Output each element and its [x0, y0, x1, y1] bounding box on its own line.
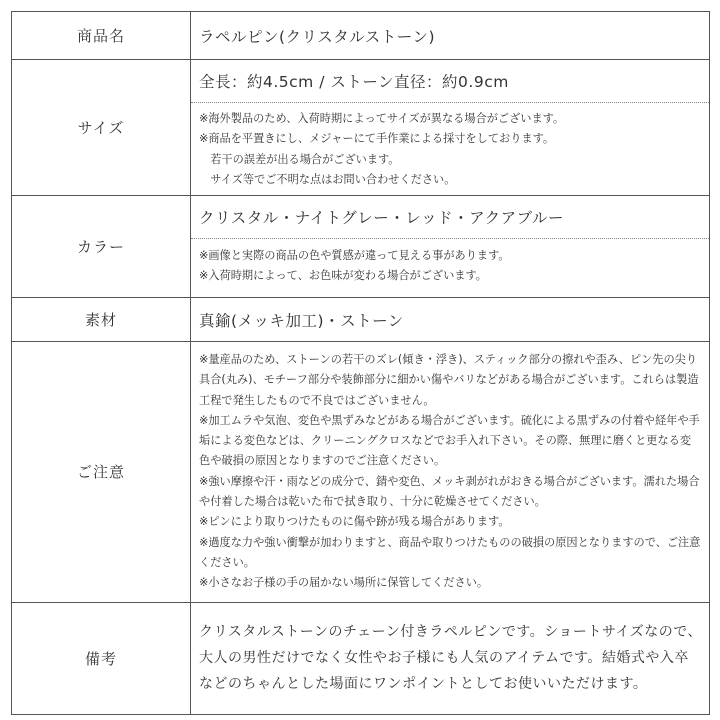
size-note: ※海外製品のため、入荷時期によってサイズが異なる場合がございます。	[199, 111, 565, 125]
value-size	[191, 60, 710, 196]
caution-note: ※過度な力や強い衝撃が加わりますと、商品や取りつけたものの破損の原因となりますので、ご注意ください。	[199, 535, 701, 569]
label-size: サイズ	[12, 60, 191, 196]
value-remarks	[191, 602, 710, 714]
color-notes	[191, 239, 709, 297]
size-notes	[191, 103, 709, 195]
size-note: 若干の誤差が出る場合がございます。	[199, 152, 400, 166]
color-note: ※入荷時期によって、お色味が変わる場合がございます。	[199, 269, 487, 282]
value-caution	[191, 342, 710, 603]
label-remarks: 備考	[12, 602, 191, 714]
material-text: 真鍮(メッキ加工)・ストーン	[199, 311, 404, 330]
label-color: カラー	[12, 196, 191, 298]
label-material: 素材	[12, 298, 191, 342]
value-product-name	[191, 12, 710, 60]
color-text: クリスタル・ナイトグレー・レッド・アクアブルー	[199, 209, 565, 227]
size-note: サイズ等でご不明な点はお問い合わせください。	[199, 173, 456, 186]
value-color	[191, 196, 710, 298]
caution-note: ※小さなお子様の手の届かない場所に保管してください。	[199, 576, 489, 590]
color-note: ※画像と実際の商品の色や質感が違って見える事があります。	[199, 248, 510, 262]
label-caution: ご注意	[12, 342, 191, 603]
caution-note: ※量産品のため、ストーンの若干のズレ(傾き・浮き)、スティック部分の擦れや歪み、ピン先の尖り具合(丸み)、モチーフ部分や装飾部分に細かい傷やバリなどがある場合がございます。これらは製造工程で発生したもので不良ではございません。	[199, 353, 699, 407]
row-color	[12, 196, 710, 298]
caution-notes	[191, 342, 709, 602]
product-spec-table	[11, 11, 710, 715]
product-name-text: ラペルピン(クリスタルストーン)	[199, 27, 436, 46]
row-material	[12, 298, 710, 342]
row-product-name	[12, 12, 710, 60]
size-text: 全長：約4.5cm / ストーン直径：約0.9cm	[199, 73, 509, 91]
value-material	[191, 298, 710, 342]
remarks-text: クリスタルストーンのチェーン付きラペルピンです。ショートサイズなので、大人の男性だけでなく女性やお子様にも人気のアイテムです。結婚式や入卒などのちゃんとした場面にワンポイントとしてお使いいただけます。	[199, 624, 703, 693]
caution-note: ※強い摩擦や汗・雨などの成分で、錆や変色、メッキ剥がれがおきる場合がございます。濡れた場合や付着した場合は乾いた布で拭き取り、十分に乾燥させてください。	[199, 474, 700, 509]
row-remarks	[12, 602, 710, 714]
row-size	[12, 60, 710, 196]
caution-note: ※加工ムラや気泡、変色や黒ずみなどがある場合がございます。硫化による黒ずみの付着や経年や手垢による変色などは、クリーニングクロスなどでお手入れ下さい。その際、無理に磨くと更なる変色や破損の原因となりますのでご注意ください。	[199, 413, 700, 468]
row-caution	[12, 342, 710, 603]
caution-note: ※ピンにより取りつけたものに傷や跡が残る場合があります。	[199, 515, 510, 529]
size-note: ※商品を平置きにし、メジャーにて手作業による採寸をしております。	[199, 132, 555, 145]
label-product-name: 商品名	[12, 12, 191, 60]
